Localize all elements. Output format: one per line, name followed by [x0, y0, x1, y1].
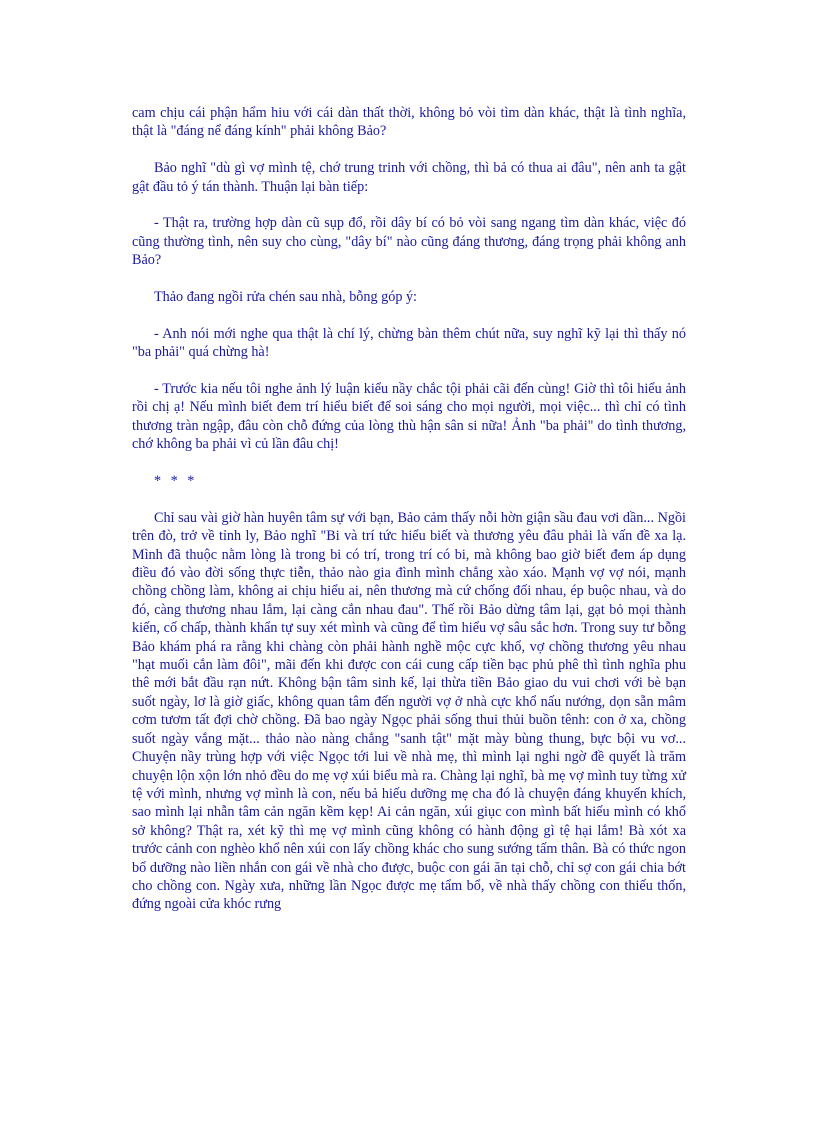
- document-body: [132, 104, 686, 914]
- paragraph-6: - Trước kia nếu tôi nghe ảnh lý luận kiểu nầy chắc tội phải cãi đến cùng! Giờ thì tôi hiểu ảnh rồi chị ạ! Nếu mình biết đem trí hiểu biết để soi sáng cho mọi người, mọi việc... thì chỉ có tình thương tràn ngập, đâu còn chỗ đứng của lòng thù hận sân si nữa! Ảnh "ba phải" do tình thương, chớ không ba phải vì củ lần đâu chị!: [132, 381, 686, 453]
- paragraph-5: - Anh nói mới nghe qua thật là chí lý, chừng bàn thêm chút nữa, suy nghĩ kỹ lại thì thấy nó "ba phải" quá chừng hà!: [132, 325, 686, 361]
- paragraph-2: Bảo nghĩ "dù gì vợ mình tệ, chớ trung trinh với chồng, thì bả có thua ai đâu", nên anh ta gật gật đầu tỏ ý tán thành. Thuận lại bàn tiếp:: [132, 160, 686, 195]
- paragraph-1: cam chịu cái phận hẩm hiu với cái dàn thất thời, không bỏ vòi tìm dàn khác, thật là tình nghĩa, thật là "đáng nể đáng kính" phải không Bảo?: [132, 105, 686, 140]
- section-separator: * * *: [154, 473, 198, 490]
- paragraph-3: - Thật ra, trường hợp dàn cũ sụp đổ, rồi dây bí có bỏ vòi sang ngang tìm dàn khác, việc đó cũng thường tình, nên suy cho cùng, "dây bí" nào cũng đáng thương, đáng trọng phải không anh Bảo?: [132, 215, 686, 269]
- paragraph-7: Chỉ sau vài giờ hàn huyên tâm sự với bạn, Bảo cảm thấy nỗi hờn giận sầu đau vơi dần... Ngồi trên đò, trở về tỉnh ly, Bảo nghĩ "Bi và trí tức hiểu biết và thương yêu đâu phải là vấn đề xa lạ. Mình đã thuộc nằm lòng là trong bi có trí, trong trí có bi, mà không bao giờ biết đem áp dụng điều đó vào đời sống thực tiễn, thảo nào gia đình mình chẳng xào xáo. Mạnh vợ vợ nói, mạnh chồng chồng làm, không ai chịu hiểu ai, nên thương mà cứ chống đối nhau, ép buộc nhau, và do đó, càng thương nhau lắm, lại càng cắn nhau đau". Thế rồi Bảo dừng tâm lại, gạt bỏ mọi thành kiến, cố chấp, thành khẩn tự suy xét mình và cũng để tìm hiểu vợ sâu sắc hơn. Trong suy tư bỗng Bảo khám phá ra rằng khi chàng còn phải hành nghề mộc cực khổ, vợ chồng thương yêu nhau "hạt muối cắn làm đôi", mãi đến khi được con cái cung cấp tiền bạc phủ phê thì tình nghĩa phu thê mới bắt đầu rạn nứt. Không bận tâm sinh kế, lại thừa tiền Bảo giao du vui chơi với bè bạn suốt ngày, lơ là giờ giấc, không quan tâm đến người vợ ở nhà cực khổ nấu nướng, dọn sẵn mâm cơm tươm tất đợi chờ chồng. Đã bao ngày Ngọc phải sống thui thủi buồn tênh: con ở xa, chồng suốt ngày vắng mặt... thảo nào nàng chẳng "sanh tật" mặt mày bùng thung, bực bội vu vơ... Chuyện nầy trùng hợp với việc Ngọc tới lui về nhà mẹ, thì mình lại nghi ngờ đề quyết là trăm chuyện lộn xộn lớn nhỏ đều do mẹ vợ xúi biểu mà ra. Chàng lại nghĩ, bà mẹ vợ mình tuy từng xử tệ với mình, nhưng vợ mình là con, nếu bả hiếu dưỡng mẹ cha đó là chuyện đáng khuyến khích, sao mình lại nhẫn tâm cản ngăn kềm kẹp! Ai cản ngăn, xúi giục con mình bất hiếu mình có khổ sở không? Thật ra, xét kỹ thì mẹ vợ mình cũng không có hành động gì tệ hại lắm! Bà xót xa trước cảnh con nghèo khổ nên xúi con lấy chồng khác cho sung sướng tấm thân. Bà có thức ngon bổ dưỡng nào liền nhắn con gái về nhà cho được, buộc con gái ăn tại chỗ, chỉ sợ con gái chia bớt cho chồng con. Ngày xưa, những lần Ngọc được mẹ tẩm bổ, về nhà thấy chồng con thiếu thốn, đứng ngoài cửa khóc rưng: [132, 509, 686, 913]
- paragraph-4: Thảo đang ngồi rửa chén sau nhà, bỗng góp ý:: [154, 289, 418, 306]
